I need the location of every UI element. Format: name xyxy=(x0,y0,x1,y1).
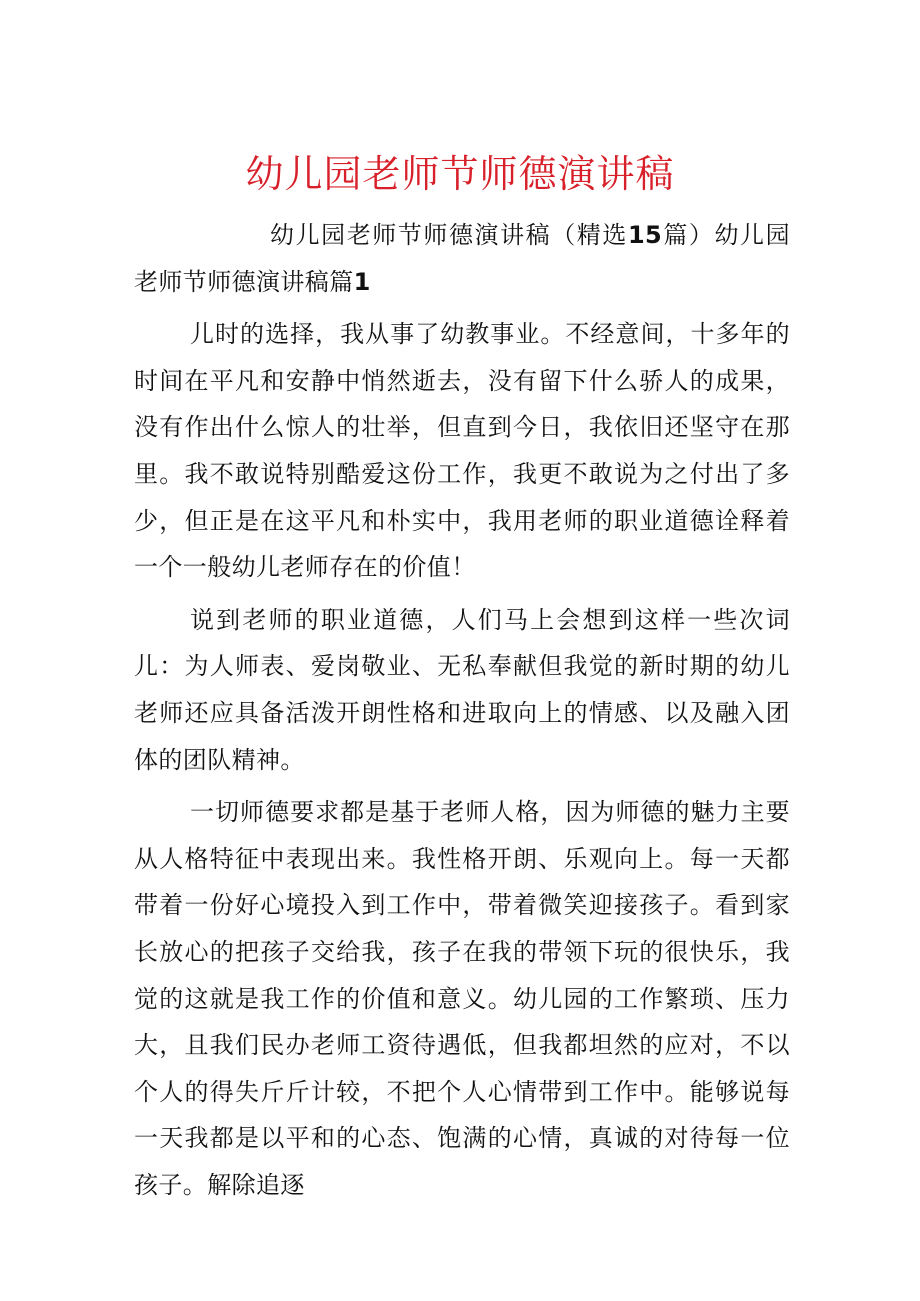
subtitle-mid: 篇）幼儿园老师节师德演讲稿篇 xyxy=(134,221,790,296)
paragraph: 儿时的选择，我从事了幼教事业。不经意间，十多年的时间在平凡和安静中悄然逝去，没有留下什么骄人的成果，没有作出什么惊人的壮举，但直到今日，我依旧还坚守在那里。我不敢说特别酷爱这份工作，我更不敢说为之付出了多少，但正是在这平凡和朴实中，我用老师的职业道德诠释着一个一般幼儿老师存在的价值！ xyxy=(134,320,790,582)
subtitle-section-number: 1 xyxy=(353,267,371,296)
document-subtitle xyxy=(134,212,790,305)
document-title: 幼儿园老师节师德演讲稿 xyxy=(245,152,675,196)
paragraph: 一切师德要求都是基于老师人格，因为师德的魅力主要从人格特征中表现出来。我性格开朗、乐观向上。每一天都带着一份好心境投入到工作中，带着微笑迎接孩子。看到家长放心的把孩子交给我，孩子在我的带领下玩的很快乐，我觉的这就是我工作的价值和意义。幼儿园的工作繁琐、压力大，且我们民办老师工资待遇低，但我都坦然的应对，不以个人的得失斤斤计较，不把个人心情带到工作中。能够说每一天我都是以平和的心态、饱满的心情，真诚的对待每一位孩子。解除追逐 xyxy=(134,798,790,1199)
subtitle-count: 15 xyxy=(627,221,663,249)
paragraph: 说到老师的职业道德，人们马上会想到这样一些次词儿：为人师表、爱岗敬业、无私奉献但我觉的新时期的幼儿老师还应具备活泼开朗性格和进取向上的情感、以及融入团体的团队精神。 xyxy=(134,605,790,774)
document-body xyxy=(134,212,790,1214)
subtitle-prefix: 幼儿园老师节师德演讲稿（精选 xyxy=(270,221,628,249)
